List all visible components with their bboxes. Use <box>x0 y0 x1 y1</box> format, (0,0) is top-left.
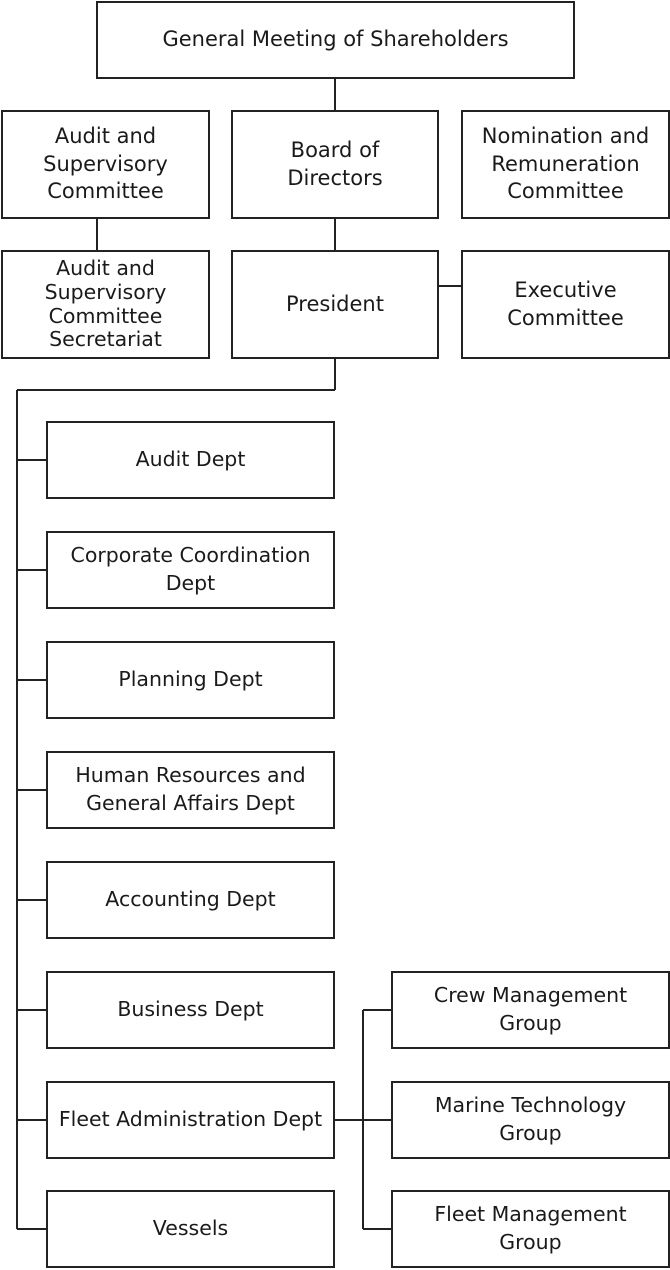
accounting-box <box>46 861 335 939</box>
business-box <box>46 971 335 1049</box>
board-label: Board of Directors <box>287 137 383 190</box>
vessels-label: Vessels <box>152 1216 229 1241</box>
audit-committee-label: Audit and Supervisory Committee <box>43 123 168 204</box>
fleet-admin-label: Fleet Administration Dept <box>58 1107 323 1132</box>
shareholders-label: General Meeting of Shareholders <box>162 27 509 52</box>
human-resources-label: Human Resources and General Affairs Dept <box>75 763 306 815</box>
nomination-label: Nomination and Remuneration Committee <box>481 123 650 204</box>
marine-technology-label: Marine Technology Group <box>434 1093 627 1145</box>
human-resources-box <box>46 751 335 829</box>
business-label: Business Dept <box>117 997 264 1022</box>
planning-box <box>46 641 335 719</box>
corporate-coordination-label: Corporate Coordination Dept <box>70 543 311 595</box>
board-box <box>231 110 439 219</box>
audit-dept-box <box>46 421 335 499</box>
audit-committee-box <box>1 110 210 219</box>
crew-management-box <box>391 971 670 1049</box>
president-box <box>231 250 439 359</box>
crew-management-label: Crew Management Group <box>433 983 628 1035</box>
nomination-box <box>461 110 670 219</box>
corporate-coordination-box <box>46 531 335 609</box>
executive-label: Executive Committee <box>507 277 624 330</box>
marine-technology-box <box>391 1081 670 1159</box>
fleet-admin-box <box>46 1081 335 1159</box>
vessels-box <box>46 1190 335 1268</box>
audit-secretariat-box <box>1 250 210 359</box>
fleet-management-box <box>391 1190 670 1268</box>
fleet-management-label: Fleet Management Group <box>434 1202 627 1254</box>
executive-box <box>461 250 670 359</box>
shareholders-box <box>96 1 575 79</box>
president-label: President <box>286 291 384 316</box>
audit-dept-label: Audit Dept <box>135 447 246 472</box>
audit-secretariat-label: Audit and Supervisory Committee Secretariat <box>44 256 167 352</box>
planning-label: Planning Dept <box>118 667 263 692</box>
accounting-label: Accounting Dept <box>105 887 276 912</box>
